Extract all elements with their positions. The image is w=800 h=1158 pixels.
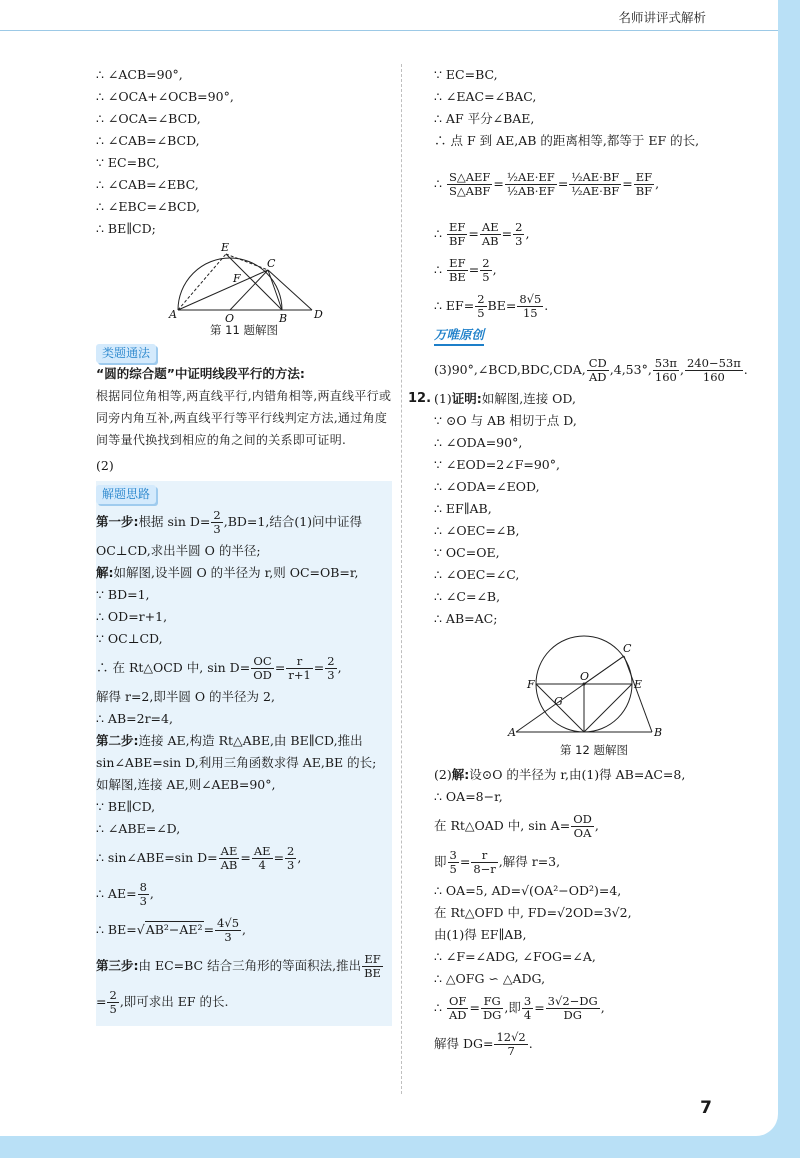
step1-line [96, 504, 386, 540]
label-B: B [654, 726, 663, 736]
fraction [447, 171, 492, 197]
proof-line: ∵ OC⊥CD, [96, 631, 163, 646]
fraction [138, 881, 149, 907]
sin-abe-text: ∴ sin∠ABE=sin D= [96, 850, 218, 865]
method-text: 根据同位角相等,两直线平行,内错角相等,两直线平行或同旁内角互补,两直线平行等平行线判定方法,通过角度间等量代换找到相应的角之间的关系即可证明. [96, 389, 392, 447]
denominator: OA [573, 826, 592, 840]
original-tag: 万唯原创 [434, 326, 484, 346]
part-2-label: (2) [96, 458, 114, 473]
ae-line: ∴ AE= $\frac{8}{3}$ , [96, 880, 154, 908]
step1-line-2: OC⊥CD,求出半圆 O 的半径; [96, 543, 261, 558]
column-divider [401, 64, 402, 1094]
therefore: ∴ [434, 176, 442, 191]
p2-text: 设⊙O 的半径为 r,由(1)得 AB=AC=8, [469, 767, 686, 782]
ef-text: ∴ EF= [434, 298, 475, 313]
proof-line: 由(1)得 EF∥AB, [434, 927, 527, 942]
ratio-line-2: ∴ $\frac{EF}{BE}$ = $\frac{2}{5}$ , [434, 256, 497, 284]
denominator: BE [448, 270, 466, 284]
fraction [480, 221, 501, 247]
numerator: 2 [327, 654, 335, 669]
proof-line: ∵ ∠EOD=2∠F=90°, [434, 457, 560, 472]
solution-text: 如解图,设半圆 O 的半径为 r,则 OC=OB=r, [113, 565, 359, 580]
label-D: D [314, 308, 323, 321]
fraction [517, 293, 543, 319]
proof-line: ∴ EF∥AB, [434, 501, 492, 516]
fraction [447, 995, 469, 1021]
jie-text-2: ,解得 r=3, [498, 854, 561, 869]
line-OC [584, 656, 624, 684]
numerator: AE [253, 844, 271, 859]
proof-line: ∴ AB=2r=4, [96, 711, 173, 726]
proof-line: ∵ OC=OE, [434, 545, 500, 560]
fraction [215, 917, 241, 943]
numerator: ½AE·EF [505, 171, 557, 185]
be-line: ∴ BE=√AB²−AE²= $\frac{4√5}{3}$ , [96, 916, 246, 944]
sim-ratio-line: ∴ $\frac{OF}{AD}$ = $\frac{FG}{DG}$ ,即 $\frac{3}{4}$ = $\frac{3√2-DG}{DG}$ , [434, 994, 605, 1022]
numerator: 8√5 [519, 292, 542, 307]
numerator: EF [362, 953, 383, 967]
proof-line: ∵ ⊙O 与 AB 相切于点 D, [434, 413, 577, 428]
proof-line: 如解图,连接 AE,则∠AEB=90°, [96, 777, 276, 792]
numerator: AE [219, 845, 240, 859]
numerator: 2 [287, 844, 295, 859]
ef-line: ∴ EF= $\frac{2}{5}$ BE= $\frac{8√5}{15}$ . [434, 292, 549, 320]
label-A: A [169, 308, 177, 321]
part-3-line: (3)90°,∠BCD,BDC,CDA, $\frac{CD}{AD}$ ,4,53°, $\frac{53\pi}{160}$ , $\frac{240-53\pi}{160}$ . [434, 356, 748, 384]
q12-part: (1) [434, 391, 452, 406]
numerator: OF [447, 995, 469, 1009]
label-O: O [225, 312, 235, 325]
denominator: 160 [654, 370, 677, 384]
fraction [494, 1031, 527, 1057]
denominator: 3 [287, 858, 295, 872]
numerator: AE [480, 221, 501, 235]
proof-line: ∴ ∠OCA=∠BCD, [96, 111, 201, 126]
fraction [448, 849, 459, 875]
step3-line-2: = $\frac{2}{5}$ ,即可求出 EF 的长. [96, 988, 229, 1016]
proof-line: ∴ ∠ACB=90°, [96, 67, 183, 82]
fraction [653, 357, 679, 383]
denominator: 5 [482, 270, 490, 284]
fraction [480, 257, 491, 283]
p2-part: (2) [434, 767, 452, 782]
step2-line-2: sin∠ABE=sin D,利用三角函数求得 AE,BE 的长; [96, 755, 377, 770]
numerator: 3 [449, 848, 457, 863]
step1-text: 根据 sin D= [138, 514, 211, 529]
label-B: B [279, 312, 288, 325]
denominator: AD [588, 370, 607, 384]
proof-line: ∴ ∠ABE=∠D, [96, 821, 181, 836]
figure-11-caption: 第 11 题解图 [210, 323, 278, 337]
denominator: ½AE·BF [571, 184, 620, 198]
proof-line: ∴ ∠ODA=∠EOD, [434, 479, 540, 494]
proof-line: ∴ AB=AC; [434, 611, 498, 626]
fraction [546, 995, 600, 1021]
numerator: OD [573, 812, 592, 827]
fraction [634, 171, 654, 197]
proof-line: ∴ OA=5, AD=√(OA²−OD²)=4, [434, 883, 622, 898]
step1-text-2: ,BD=1,结合(1)问中证得 [223, 514, 363, 529]
solution-line [96, 562, 386, 584]
denominator: BF [635, 184, 653, 198]
dg-line: 解得 DG= $\frac{12√2}{7}$ . [434, 1030, 533, 1058]
fraction [481, 995, 503, 1021]
numerator: 12√2 [496, 1030, 526, 1045]
line-ED [584, 684, 632, 732]
proof-line: ∴ ∠C=∠B, [434, 589, 501, 604]
fraction [569, 171, 621, 197]
denominator: AD [448, 1008, 467, 1022]
proof-line: ∴ ∠OEC=∠C, [434, 567, 520, 582]
step2-label: 第二步: [96, 733, 139, 748]
line-EC [226, 254, 268, 270]
proof-line: ∵ EC=BC, [96, 155, 160, 170]
fraction [286, 655, 312, 681]
sin-abe-line: ∴ sin∠ABE=sin D= $\frac{AE}{AB}$ = $\frac{AE}{4}$ = $\frac{2}{3}$ , [96, 844, 302, 872]
proof-line: ∴ ∠CAB=∠EBC, [96, 177, 199, 192]
fraction [252, 845, 273, 871]
think-box [96, 481, 392, 1026]
numerator: FG [481, 995, 503, 1009]
label-C: C [267, 257, 276, 270]
fraction [362, 953, 383, 979]
area-ratio-line: ∴ $\frac{\text{S△AEF}}{\text{S△ABF}}$ = $\frac{\text{½AE·EF}}{\text{½AB·EF}}$ = $\frac{\text{½AE·BF}}{\text{½AE·BF}}$ = $\frac{EF}{BF}$ , [434, 170, 660, 198]
numerator: CD [588, 356, 607, 371]
numerator: 8 [139, 880, 147, 895]
fraction [475, 293, 486, 319]
line-AC [178, 270, 268, 310]
figure-12-diagram [434, 632, 754, 736]
numerator: 2 [477, 292, 485, 307]
denominator: DG [563, 1008, 582, 1022]
page-number: 7 [700, 1098, 712, 1118]
denominator: 5 [477, 306, 485, 320]
step3-text-2: ,即可求出 EF 的长. [119, 994, 229, 1009]
solution-label: 解: [451, 767, 470, 782]
label-C: C [623, 642, 632, 655]
sin-a-line: 在 Rt△OAD 中, sin A= $\frac{OD}{OA}$ , [434, 812, 599, 840]
numerator: EF [447, 257, 468, 271]
denominator: 3 [213, 522, 221, 536]
label-O: O [580, 670, 590, 683]
proof-line: ∵ BD=1, [96, 587, 150, 602]
denominator: 4 [523, 1008, 532, 1022]
proof-line: ∵ EC=BC, [434, 67, 498, 82]
solution-label: 解: [96, 565, 114, 580]
figure-11-diagram [96, 240, 392, 326]
numerator: 2 [213, 508, 221, 523]
method-title: “圆的综合题”中证明线段平行的方法: [96, 366, 305, 381]
proof-line: ∴ ∠OEC=∠B, [434, 523, 520, 538]
proof-line: 在 Rt△OFD 中, FD=√2OD=3√2, [434, 905, 632, 920]
label-G: G [554, 695, 563, 708]
p2-line [434, 764, 754, 786]
label-D [579, 734, 589, 736]
denominator: 15 [522, 306, 538, 320]
sim-mid: ,即 [504, 1000, 521, 1015]
label-E: E [634, 678, 643, 691]
page-header-title: 名师讲评式解析 [618, 10, 706, 25]
denominator: OD [253, 668, 272, 682]
jie-text: 即 [434, 854, 447, 869]
label-E: E [221, 241, 230, 254]
proof-label: 证明: [451, 391, 482, 406]
numerator: EF [447, 221, 467, 235]
numerator: 240−53π [686, 356, 741, 371]
right-column [408, 64, 754, 1062]
fraction [447, 257, 468, 283]
header-rule [0, 30, 778, 31]
numerator: 2 [109, 988, 117, 1003]
proof-line: ∴ ∠ODA=90°, [434, 435, 523, 450]
proof-line: ∴ ∠F=∠ADG, ∠FOG=∠A, [434, 949, 596, 964]
fraction [522, 995, 533, 1021]
denominator: 8−r [473, 862, 496, 876]
part-3-text-2: ,4,53°, [609, 362, 652, 377]
fraction [447, 221, 467, 247]
fraction [685, 357, 743, 383]
fraction [513, 221, 524, 247]
numerator: 53π [654, 356, 677, 371]
denominator: 7 [507, 1044, 515, 1058]
proof-line: ∵ BE∥CD, [96, 799, 156, 814]
sin-d-line: ∴ 在 Rt△OCD 中, sin D= $\frac{OC}{OD}$ = $\frac{r}{r+1}$ = $\frac{2}{3}$ , [96, 654, 342, 682]
fraction [251, 655, 274, 681]
numerator: S△AEF [447, 171, 492, 185]
numerator: r [471, 849, 497, 863]
think-tag: 解题思路 [96, 485, 156, 504]
sin-a-text: 在 Rt△OAD 中, sin A= [434, 818, 571, 833]
denominator: AB [481, 234, 499, 248]
denominator: ½AB·EF [506, 184, 555, 198]
denominator: 3 [515, 234, 523, 248]
numerator: OC [251, 655, 274, 669]
denominator: BE [364, 966, 381, 980]
fraction [219, 845, 240, 871]
numerator: 2 [515, 220, 523, 235]
denominator: BF [448, 234, 466, 248]
proof-line: ∴ 点 F 到 AE,AB 的距离相等,都等于 EF 的长, [434, 133, 700, 148]
q12-text: 如解图,连接 OD, [481, 391, 576, 406]
proof-line: ∴ ∠EAC=∠BAC, [434, 89, 537, 104]
denominator: DG [482, 1008, 502, 1022]
step3-line [96, 948, 386, 984]
denominator: S△ABF [448, 184, 491, 198]
denominator: 160 [702, 370, 725, 384]
part-3-text: (3)90°,∠BCD,BDC,CDA, [434, 362, 586, 377]
sqrt-radicand: AB²−AE² [145, 922, 203, 937]
step2-line [96, 730, 386, 752]
label-F: F [527, 678, 535, 691]
numerator: 3 [523, 994, 532, 1009]
figure-11 [96, 240, 392, 326]
proof-line: ∴ OD=r+1, [96, 609, 168, 624]
fraction [571, 813, 594, 839]
proof-line: ∴ AF 平分∠BAE, [434, 111, 535, 126]
line-CB [624, 656, 652, 732]
denominator: 5 [109, 1002, 117, 1016]
numerator: 3√2−DG [547, 994, 598, 1009]
figure-12-caption: 第 12 题解图 [560, 743, 628, 757]
fraction [211, 509, 222, 535]
step2-text: 连接 AE,构造 Rt△ABE,由 BE∥CD,推出 [138, 733, 363, 748]
label-F: F [233, 272, 241, 285]
denominator: 5 [449, 862, 457, 876]
q12-first-line [408, 388, 754, 410]
fraction [285, 845, 296, 871]
denominator: r+1 [288, 668, 311, 682]
step1-label: 第一步: [96, 514, 139, 529]
ae-text: ∴ AE= [96, 886, 137, 901]
dg-text: 解得 DG= [434, 1036, 494, 1051]
method-tag: 类题通法 [96, 344, 156, 363]
line-AE [178, 254, 226, 310]
denominator: 4 [258, 858, 266, 872]
fraction [325, 655, 336, 681]
proof-line: 解得 r=2,即半圆 O 的半径为 2, [96, 689, 275, 704]
fraction [587, 357, 609, 383]
numerator: r [286, 655, 312, 669]
denominator: AB [220, 858, 238, 872]
label-A: A [508, 726, 516, 736]
fraction [505, 171, 557, 197]
be-text: ∴ BE= [96, 922, 137, 937]
figure-12 [434, 632, 754, 736]
line-FD [536, 684, 584, 732]
sin-text: ∴ 在 Rt△OCD 中, sin D= [96, 660, 251, 675]
step3-label: 第三步: [96, 958, 139, 973]
proof-line: ∴ BE∥CD; [96, 221, 156, 236]
denominator: 3 [139, 894, 147, 908]
numerator: ½AE·BF [571, 170, 620, 185]
jie-line: 即 $\frac{3}{5}$ = $\frac{r}{8-r}$ ,解得 r=3, [434, 848, 561, 876]
denominator: 3 [224, 930, 232, 944]
proof-line: ∴ △OFG ∽ △ADG, [434, 971, 546, 986]
numerator: EF [634, 171, 654, 185]
ef-mid: BE= [487, 298, 517, 313]
question-number: 12. [408, 391, 432, 406]
fraction [107, 989, 118, 1015]
proof-line: ∴ OA=8−r, [434, 789, 503, 804]
fraction [471, 849, 497, 875]
proof-line: ∴ ∠OCA+∠OCB=90°, [96, 89, 234, 104]
ratio-line-1: ∴ $\frac{EF}{BF}$ = $\frac{AE}{AB}$ = $\frac{2}{3}$ , [434, 220, 530, 248]
denominator: 3 [327, 668, 335, 682]
left-column [96, 64, 392, 1026]
numerator: 4√5 [217, 916, 240, 931]
step3-text: 由 EC=BC 结合三角形的等面积法,推出 [138, 958, 362, 973]
method-box [96, 344, 392, 451]
numerator: 2 [482, 256, 490, 271]
proof-line: ∴ ∠CAB=∠BCD, [96, 133, 200, 148]
proof-line: ∴ ∠EBC=∠BCD, [96, 199, 200, 214]
